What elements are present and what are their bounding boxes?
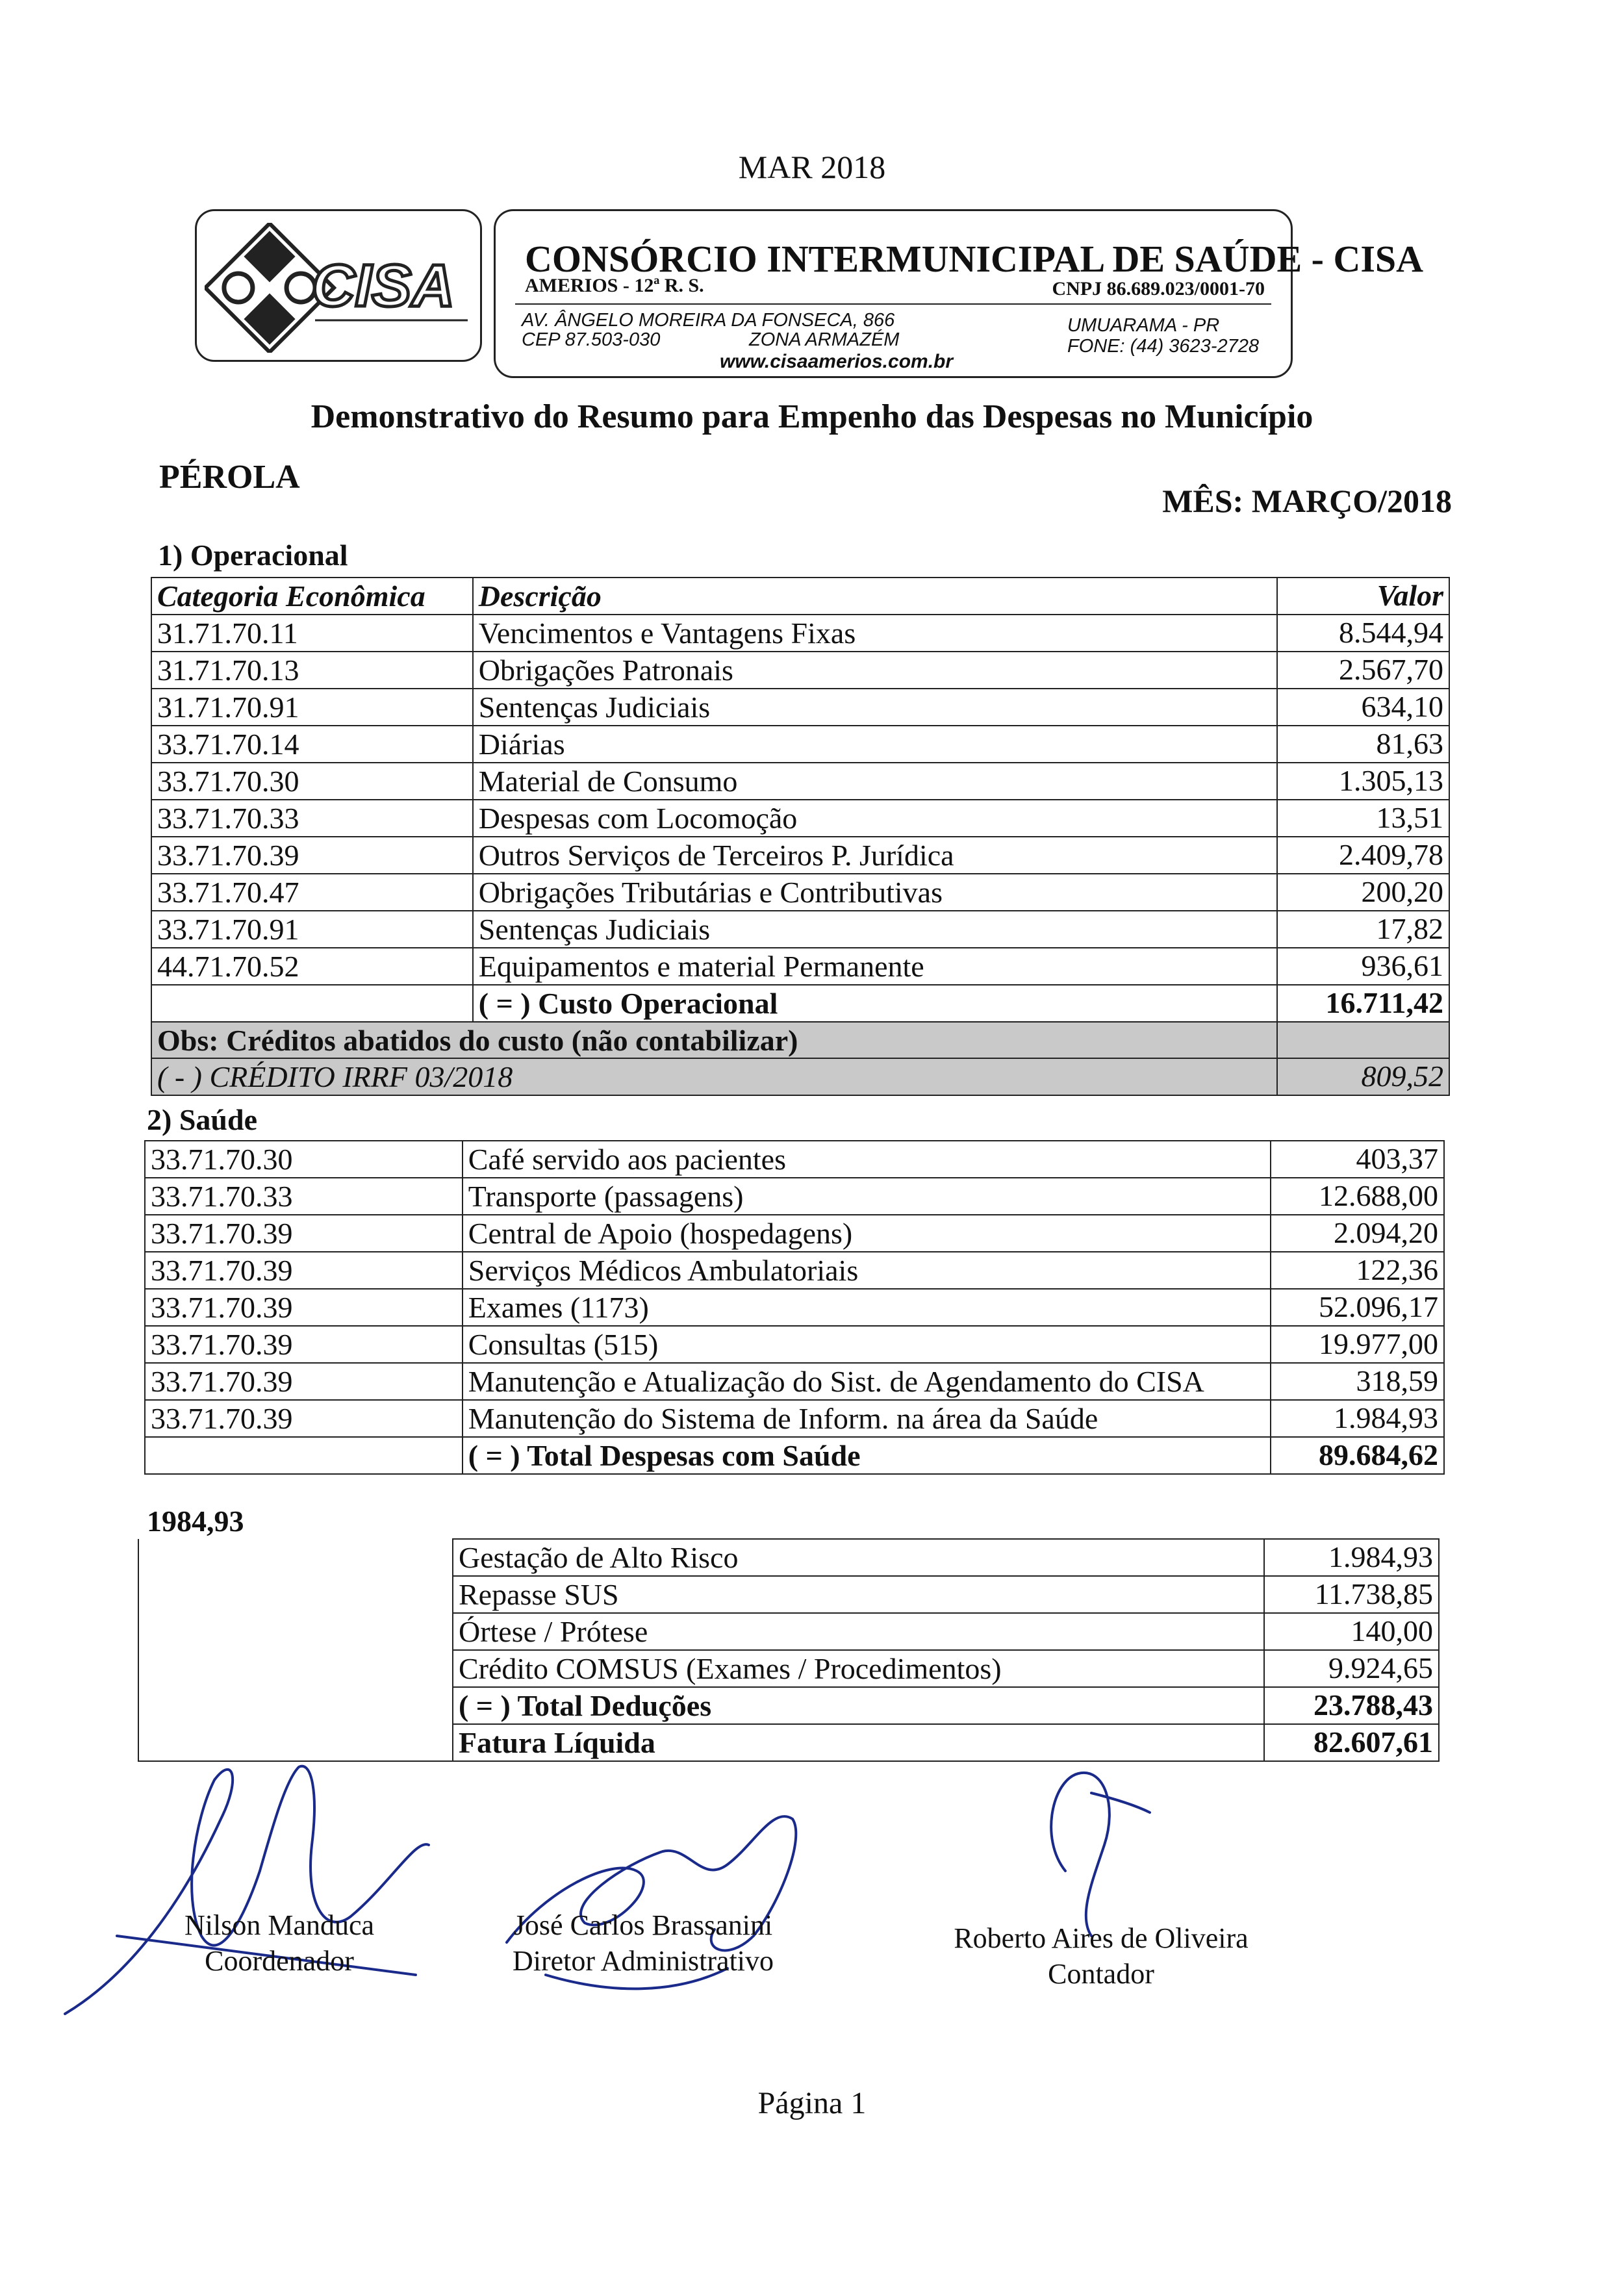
address-line-2: CEP 87.503-030 bbox=[522, 329, 661, 350]
saude-table bbox=[144, 1140, 1445, 1475]
category-code: 31.71.70.91 bbox=[151, 689, 473, 726]
table-row bbox=[145, 1141, 1444, 1178]
table-row bbox=[151, 874, 1449, 911]
expense-value: 13,51 bbox=[1277, 800, 1449, 837]
expense-description: Despesas com Locomoção bbox=[473, 800, 1277, 837]
net-invoice-label: Fatura Líquida bbox=[453, 1724, 1264, 1761]
category-code: 33.71.70.39 bbox=[145, 1363, 463, 1400]
expense-description: Serviços Médicos Ambulatoriais bbox=[463, 1252, 1271, 1289]
table-row bbox=[151, 763, 1449, 800]
expense-value: 936,61 bbox=[1277, 948, 1449, 985]
category-code: 33.71.70.33 bbox=[151, 800, 473, 837]
expense-description: Crédito COMSUS (Exames / Procedimentos) bbox=[453, 1650, 1264, 1687]
expense-description: Consultas (515) bbox=[463, 1326, 1271, 1363]
obs-row bbox=[151, 1022, 1449, 1058]
expense-description: Outros Serviços de Terceiros P. Jurídica bbox=[473, 837, 1277, 874]
operacional-total-row bbox=[151, 985, 1449, 1022]
operacional-total-value: 16.711,42 bbox=[1277, 985, 1449, 1022]
table-row bbox=[151, 948, 1449, 985]
logo-text: CISA bbox=[312, 253, 455, 319]
municipality-name: PÉROLA bbox=[159, 459, 300, 496]
expense-value: 200,20 bbox=[1277, 874, 1449, 911]
table-row bbox=[151, 652, 1449, 689]
table-row bbox=[151, 911, 1449, 948]
table-row bbox=[151, 689, 1449, 726]
expense-description: Material de Consumo bbox=[473, 763, 1277, 800]
category-code: 33.71.70.39 bbox=[145, 1400, 463, 1437]
table-header-row bbox=[151, 578, 1449, 615]
operacional-total-label: ( = ) Custo Operacional bbox=[473, 985, 1277, 1022]
table-row bbox=[138, 1576, 1439, 1613]
category-code: 33.71.70.91 bbox=[151, 911, 473, 948]
saude-total-value: 89.684,62 bbox=[1271, 1437, 1444, 1474]
expense-value: 17,82 bbox=[1277, 911, 1449, 948]
note-value: 1984,93 bbox=[147, 1505, 244, 1538]
expense-description: Diárias bbox=[473, 726, 1277, 763]
expense-value: 8.544,94 bbox=[1277, 615, 1449, 652]
phone: FONE: (44) 3623-2728 bbox=[1067, 336, 1259, 357]
saude-total-label: ( = ) Total Despesas com Saúde bbox=[463, 1437, 1271, 1474]
category-code: 33.71.70.39 bbox=[151, 837, 473, 874]
column-header-value: Valor bbox=[1277, 578, 1449, 615]
expense-description: Obrigações Patronais bbox=[473, 652, 1277, 689]
expense-description: Sentenças Judiciais bbox=[473, 689, 1277, 726]
organization-header bbox=[494, 209, 1424, 378]
table-row bbox=[151, 800, 1449, 837]
header-divider bbox=[515, 303, 1271, 305]
obs-label: Obs: Créditos abatidos do custo (não contabilizar) bbox=[151, 1022, 1277, 1058]
signature-3-role: Contador bbox=[1048, 1958, 1154, 1990]
expense-description: Obrigações Tributárias e Contributivas bbox=[473, 874, 1277, 911]
deductions-table bbox=[138, 1538, 1440, 1762]
address-line-1: AV. ÂNGELO MOREIRA DA FONSECA, 866 bbox=[522, 310, 895, 331]
credit-row bbox=[151, 1058, 1449, 1095]
saude-total-row bbox=[145, 1437, 1444, 1474]
net-invoice-value: 82.607,61 bbox=[1264, 1724, 1439, 1761]
signature-3-name: Roberto Aires de Oliveira bbox=[954, 1922, 1249, 1954]
category-code: 33.71.70.33 bbox=[145, 1178, 463, 1215]
expense-description: Manutenção e Atualização do Sist. de Agendamento do CISA bbox=[463, 1363, 1271, 1400]
table-row bbox=[145, 1363, 1444, 1400]
table-row bbox=[145, 1178, 1444, 1215]
category-code: 44.71.70.52 bbox=[151, 948, 473, 985]
category-code: 33.71.70.39 bbox=[145, 1326, 463, 1363]
address-zone: ZONA ARMAZÉM bbox=[749, 329, 900, 350]
expense-description: Central de Apoio (hospedagens) bbox=[463, 1215, 1271, 1252]
category-code: 33.71.70.30 bbox=[151, 763, 473, 800]
month-tag: MAR 2018 bbox=[738, 149, 886, 185]
expense-value: 140,00 bbox=[1264, 1613, 1439, 1650]
category-code: 33.71.70.14 bbox=[151, 726, 473, 763]
organization-region: AMERIOS - 12ª R. S. bbox=[525, 275, 704, 296]
category-code: 31.71.70.13 bbox=[151, 652, 473, 689]
column-header-category: Categoria Econômica bbox=[151, 578, 473, 615]
month-label: MÊS: MARÇO/2018 bbox=[1162, 483, 1452, 519]
table-row bbox=[145, 1252, 1444, 1289]
organization-name: CONSÓRCIO INTERMUNICIPAL DE SAÚDE - CISA bbox=[525, 238, 1424, 280]
table-row bbox=[145, 1215, 1444, 1252]
expense-value: 11.738,85 bbox=[1264, 1576, 1439, 1613]
expense-description: Sentenças Judiciais bbox=[473, 911, 1277, 948]
deductions-total-value: 23.788,43 bbox=[1264, 1687, 1439, 1724]
expense-value: 2.567,70 bbox=[1277, 652, 1449, 689]
deductions-total-row bbox=[138, 1687, 1439, 1724]
credit-value: 809,52 bbox=[1277, 1058, 1449, 1095]
expense-value: 81,63 bbox=[1277, 726, 1449, 763]
deductions-total-label: ( = ) Total Deduções bbox=[453, 1687, 1264, 1724]
expense-description: Transporte (passagens) bbox=[463, 1178, 1271, 1215]
category-code: 33.71.70.30 bbox=[145, 1141, 463, 1178]
credit-label: ( - ) CRÉDITO IRRF 03/2018 bbox=[151, 1058, 1277, 1095]
category-code: 31.71.70.11 bbox=[151, 615, 473, 652]
expense-value: 1.984,93 bbox=[1264, 1539, 1439, 1576]
expense-description: Repasse SUS bbox=[453, 1576, 1264, 1613]
table-row bbox=[151, 726, 1449, 763]
section-saude-title: 2) Saúde bbox=[147, 1103, 257, 1136]
signature-1-role: Coordenador bbox=[205, 1945, 354, 1977]
organization-cnpj: CNPJ 86.689.023/0001-70 bbox=[1052, 278, 1265, 299]
expense-value: 1.984,93 bbox=[1271, 1400, 1444, 1437]
expense-description: Órtese / Prótese bbox=[453, 1613, 1264, 1650]
cisa-logo-icon bbox=[205, 223, 477, 353]
category-code: 33.71.70.39 bbox=[145, 1289, 463, 1326]
table-row bbox=[145, 1400, 1444, 1437]
document-title: Demonstrativo do Resumo para Empenho das Despesas no Município bbox=[311, 398, 1313, 435]
handwritten-signatures bbox=[52, 1741, 1351, 2040]
expense-value: 9.924,65 bbox=[1264, 1650, 1439, 1687]
table-row bbox=[138, 1650, 1439, 1687]
expense-value: 1.305,13 bbox=[1277, 763, 1449, 800]
website-link[interactable]: www.cisaamerios.com.br bbox=[720, 351, 954, 372]
signature-2-role: Diretor Administrativo bbox=[512, 1945, 774, 1977]
expense-description: Vencimentos e Vantagens Fixas bbox=[473, 615, 1277, 652]
net-invoice-row bbox=[138, 1724, 1439, 1761]
expense-value: 634,10 bbox=[1277, 689, 1449, 726]
signature-1-name: Nilson Manduca bbox=[184, 1909, 375, 1941]
table-row bbox=[138, 1613, 1439, 1650]
page-number: Página 1 bbox=[757, 2086, 867, 2120]
table-row bbox=[145, 1289, 1444, 1326]
expense-value: 318,59 bbox=[1271, 1363, 1444, 1400]
expense-description: Exames (1173) bbox=[463, 1289, 1271, 1326]
operacional-table bbox=[151, 577, 1450, 1096]
city-state: UMUARAMA - PR bbox=[1067, 315, 1220, 336]
category-code: 33.71.70.39 bbox=[145, 1215, 463, 1252]
expense-value: 19.977,00 bbox=[1271, 1326, 1444, 1363]
expense-value: 2.094,20 bbox=[1271, 1215, 1444, 1252]
table-row bbox=[151, 615, 1449, 652]
cisa-logo bbox=[195, 209, 482, 362]
expense-description: Gestação de Alto Risco bbox=[453, 1539, 1264, 1576]
expense-description: Equipamentos e material Permanente bbox=[473, 948, 1277, 985]
expense-value: 12.688,00 bbox=[1271, 1178, 1444, 1215]
category-code: 33.71.70.39 bbox=[145, 1252, 463, 1289]
section-operacional-title: 1) Operacional bbox=[158, 539, 348, 572]
category-code: 33.71.70.47 bbox=[151, 874, 473, 911]
expense-description: Manutenção do Sistema de Inform. na área da Saúde bbox=[463, 1400, 1271, 1437]
expense-description: Café servido aos pacientes bbox=[463, 1141, 1271, 1178]
column-header-description: Descrição bbox=[473, 578, 1277, 615]
expense-value: 403,37 bbox=[1271, 1141, 1444, 1178]
expense-value: 2.409,78 bbox=[1277, 837, 1449, 874]
expense-value: 52.096,17 bbox=[1271, 1289, 1444, 1326]
expense-value: 122,36 bbox=[1271, 1252, 1444, 1289]
table-row bbox=[151, 837, 1449, 874]
signature-2-name: José Carlos Brassanini bbox=[513, 1909, 773, 1941]
table-row bbox=[145, 1326, 1444, 1363]
table-row bbox=[138, 1539, 1439, 1576]
